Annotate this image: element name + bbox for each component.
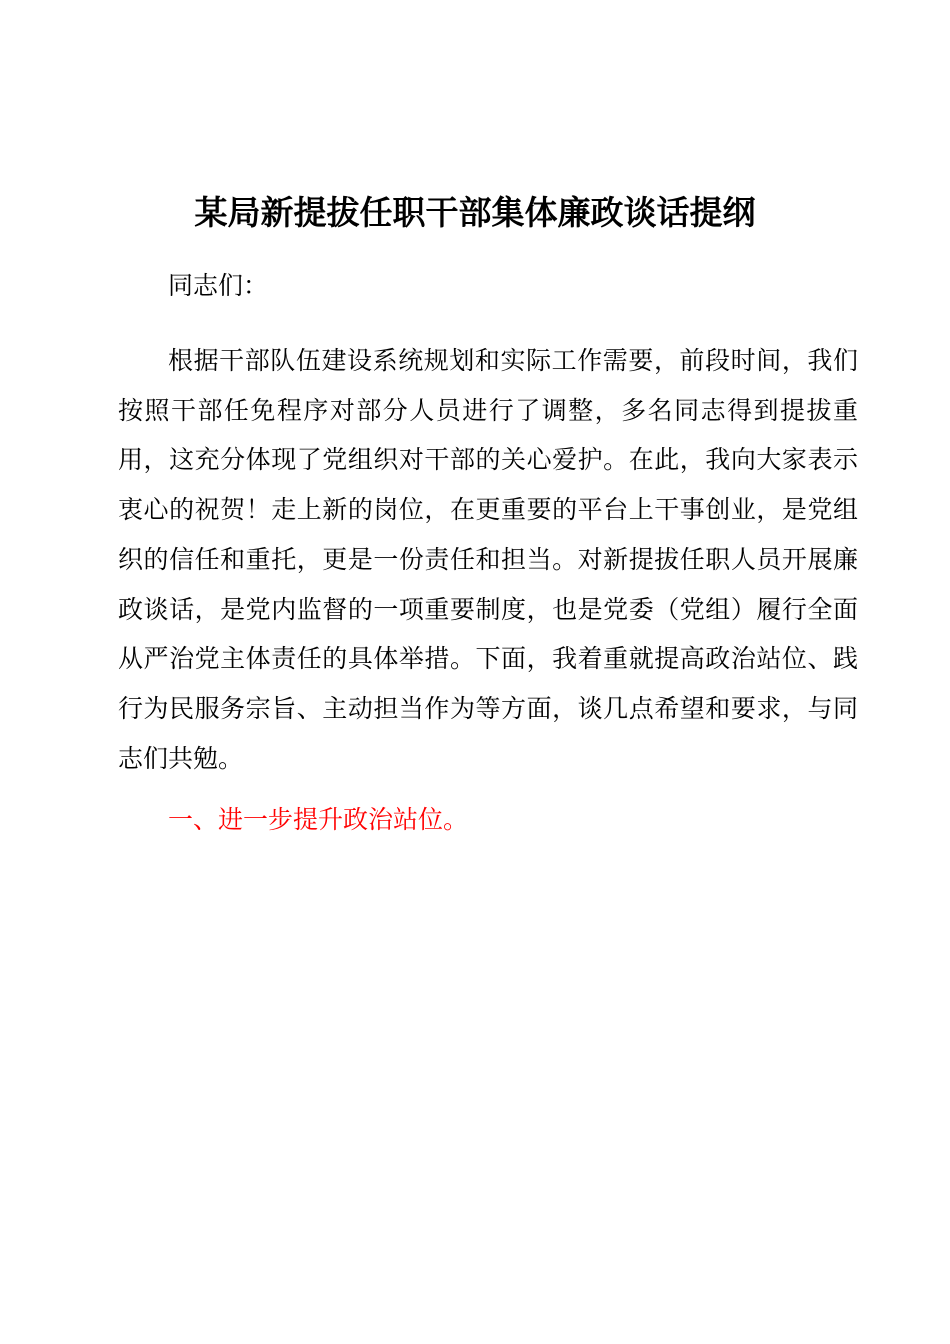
- body-paragraph: 根据干部队伍建设系统规划和实际工作需要，前段时间，我们按照干部任免程序对部分人员进行了调整，多名同志得到提拔重用，这充分体现了党组织对干部的关心爱护。在此，我向大家表示衷心的祝贺！走上新的岗位，在更重要的平台上干事创业，是党组织的信任和重托，更是一份责任和担当。对新提拔任职人员开展廉政谈话，是党内监督的一项重要制度，也是党委（党组）履行全面从严治党主体责任的具体举措。下面，我着重就提高政治站位、践行为民服务宗旨、主动担当作为等方面，谈几点希望和要求，与同志们共勉。: [118, 346, 858, 773]
- document-title: 某局新提拔任职干部集体廉政谈话提纲: [194, 193, 756, 232]
- salutation: 同志们：: [168, 271, 269, 300]
- section-heading: 一、进一步提升政治站位。: [168, 805, 469, 834]
